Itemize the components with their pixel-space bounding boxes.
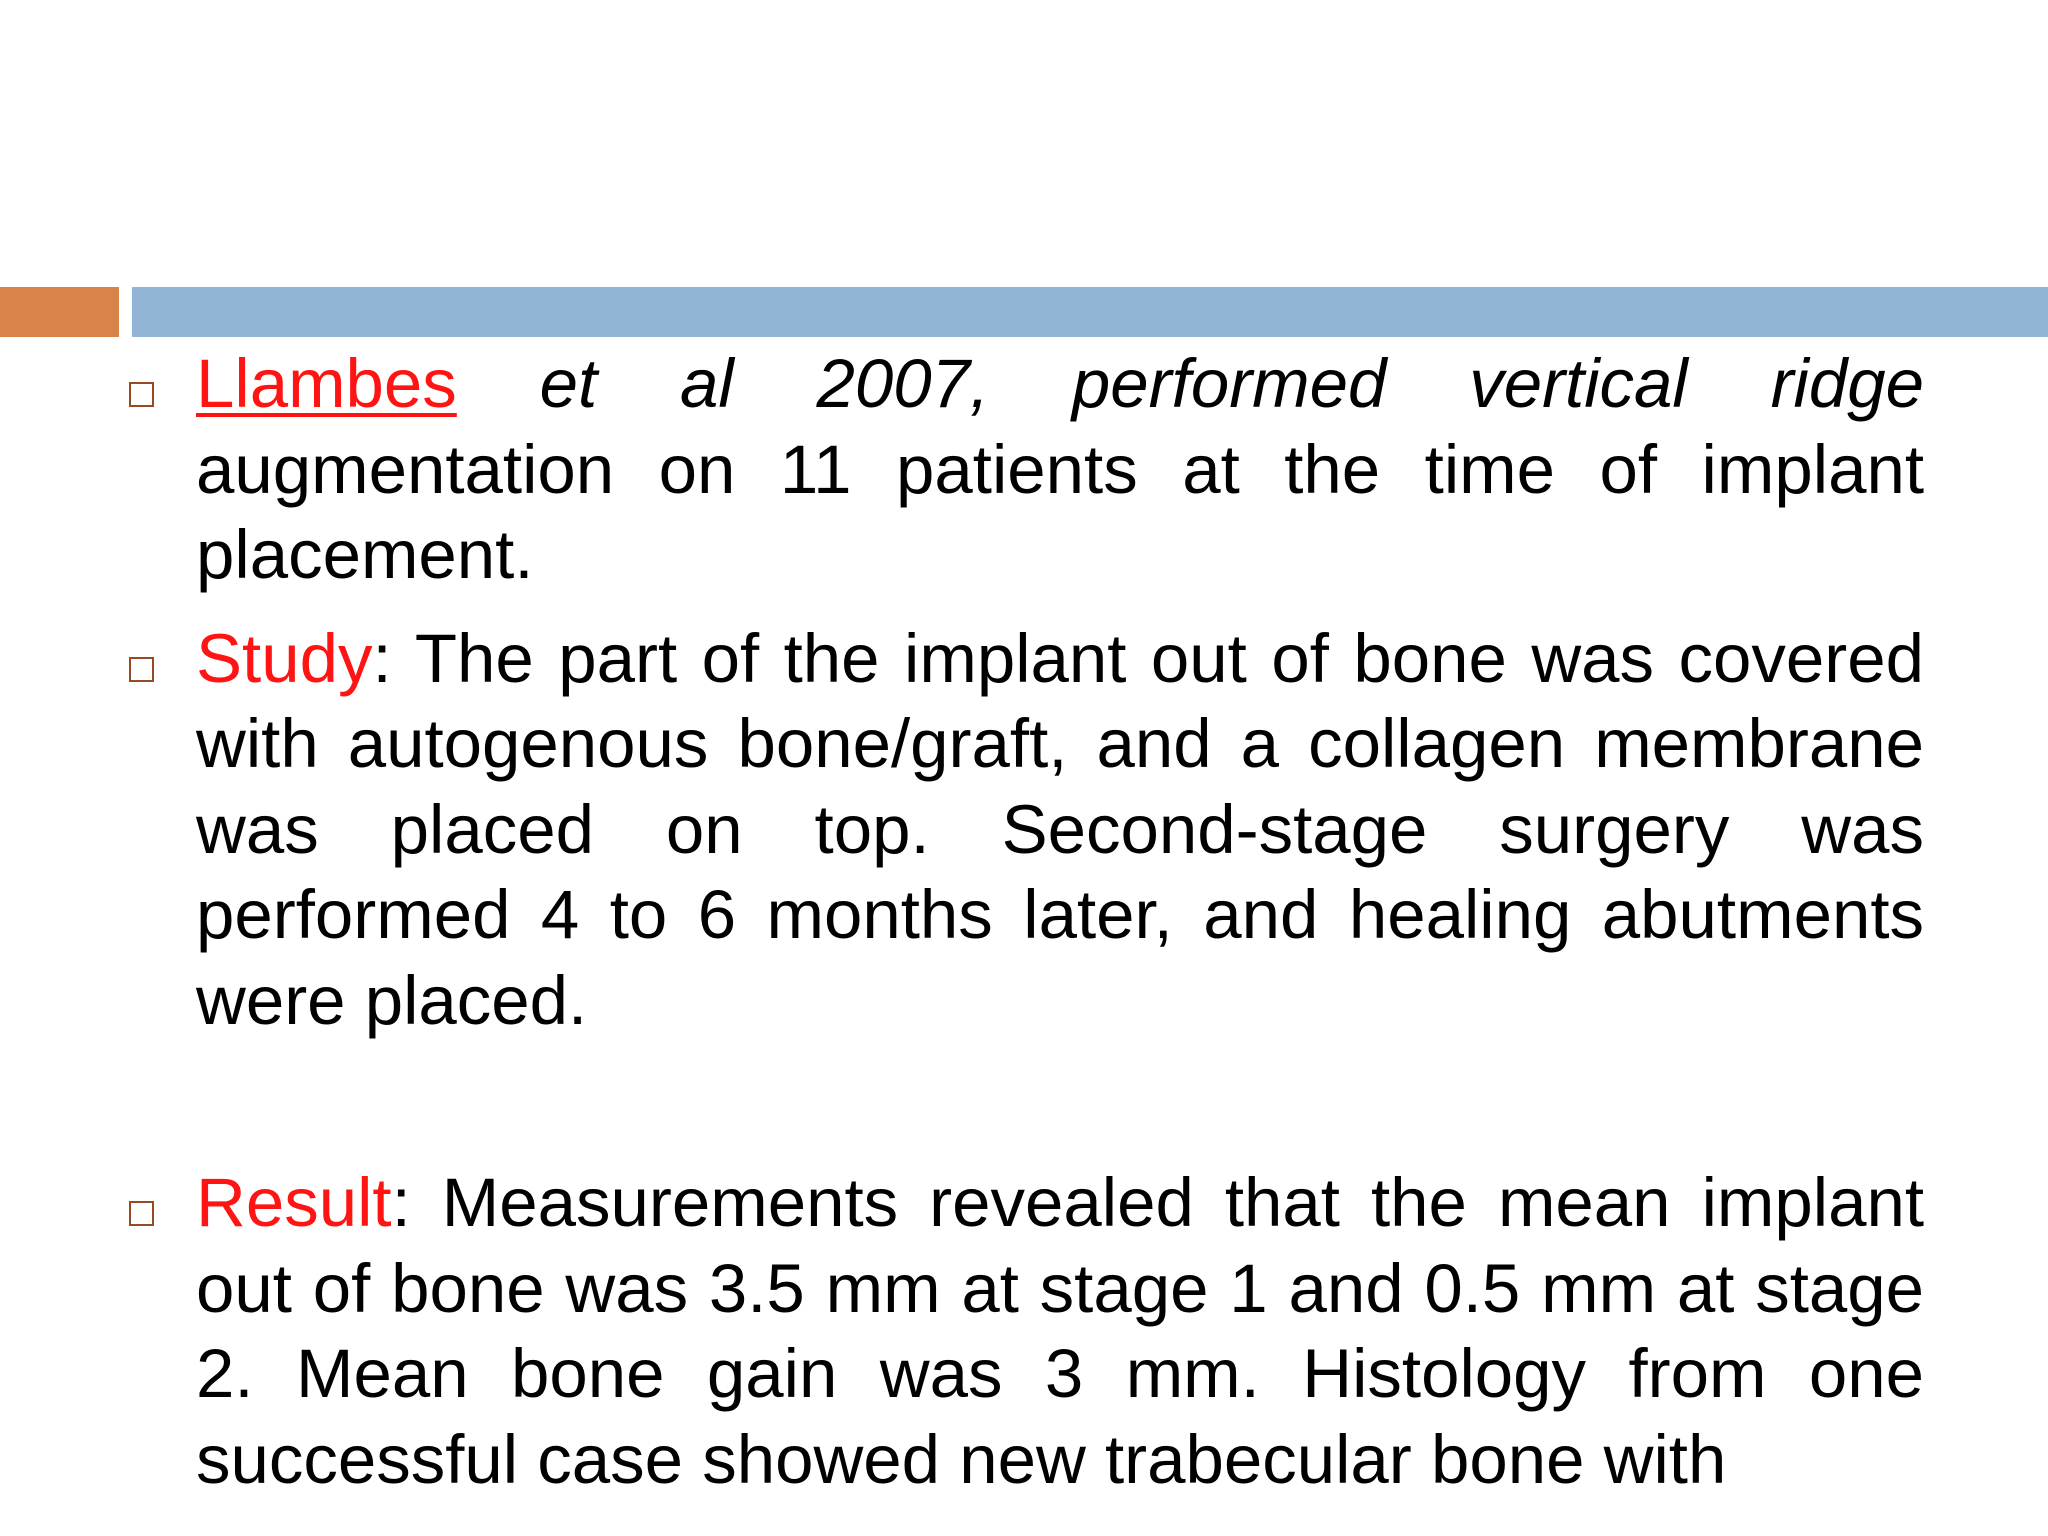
- bullet-item-llambes: [196, 341, 1924, 598]
- header-accent-orange: [0, 287, 119, 337]
- square-bullet-icon: [129, 1201, 154, 1226]
- citation-text: et al 2007, performed vertical ridge: [456, 345, 1924, 422]
- bullet-item-study: [196, 616, 1924, 1044]
- bullet-list: [196, 341, 1924, 1502]
- study-label: Study: [196, 619, 373, 697]
- bullet-body-text: augmentation on 11 patients at the time of implant placement.: [196, 430, 1924, 593]
- header-accent-blue: [132, 287, 2048, 337]
- author-link[interactable]: Llambes: [196, 345, 457, 422]
- bullet-item-result: [196, 1160, 1924, 1502]
- bullet-body-text: : Measurements revealed that the mean implant out of bone was 3.5 mm at stage 1 and 0.5 mm at stage 2. Mean bone gain was 3 mm. Histology from one successful case showed new trabecular bone with: [196, 1164, 1924, 1498]
- result-label: Result: [196, 1164, 392, 1241]
- bullet-body-text: : The part of the implant out of bone was covered with autogenous bone/graft, and a collagen membrane was placed on top. Second-stage surgery was performed 4 to 6 months later, and healing abutments were placed.: [196, 619, 1924, 1039]
- square-bullet-icon: [129, 382, 154, 407]
- square-bullet-icon: [129, 657, 154, 682]
